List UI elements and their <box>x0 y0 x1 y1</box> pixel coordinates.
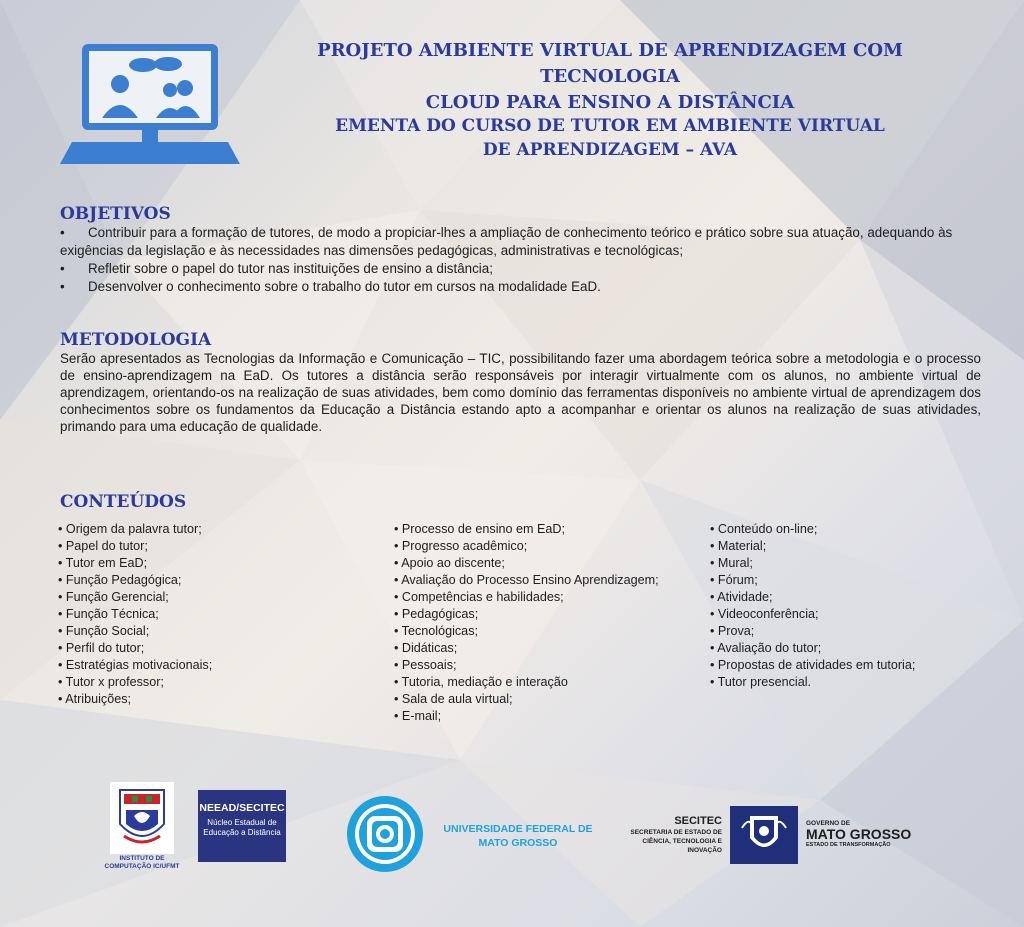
list-item: • Estratégias motivacionais; <box>58 658 213 672</box>
ufmt-name: UNIVERSIDADE FEDERAL DE MATO GROSSO <box>443 823 593 849</box>
objetivo-item: • Contribuir para a formação de tutores, de modo a propiciar-lhes a ampliação de conhecimento teórico e prático sobre sua atuação, adequando às exigências da legislação e às necessidades nas dimensões pedagógicas, administrativas e tecnológicas; <box>60 225 953 258</box>
ic-caption: INSTITUTO DE COMPUTAÇÃO IC/UFMT <box>104 855 180 870</box>
list-item: • Tecnológicas; <box>394 624 478 638</box>
list-item: • Fórum; <box>710 573 758 587</box>
list-item: • Didáticas; <box>394 641 458 655</box>
monitor-chat-icon <box>58 40 242 168</box>
list-item: • Tutor x professor; <box>58 675 164 689</box>
objetivos-heading: OBJETIVOS <box>60 204 171 224</box>
list-item: • Atividade; <box>710 590 773 604</box>
subtitle-line2: DE APRENDIZAGEM – AVA <box>482 140 738 160</box>
list-item: • Sala de aula virtual; <box>394 692 513 706</box>
list-item: • Apoio ao discente; <box>394 556 505 570</box>
list-item: • Avaliação do tutor; <box>710 641 822 655</box>
metodologia-heading: METODOLOGIA <box>60 330 212 350</box>
list-item: • Pedagógicas; <box>394 607 479 621</box>
list-item: • Perfil do tutor; <box>58 641 145 655</box>
conteudos-column-2 <box>394 521 659 725</box>
list-item: • Tutoria, mediação e interação <box>394 675 568 689</box>
secitec-logo <box>612 815 722 855</box>
list-item: • Videoconferência; <box>710 607 819 621</box>
list-item: • E-mail; <box>394 709 442 723</box>
mato-grosso-crest-icon <box>730 806 798 864</box>
list-item: • Prova; <box>710 624 755 638</box>
list-item: • Função Social; <box>58 624 150 638</box>
ufmt-logo <box>346 795 424 873</box>
list-item: • Avaliação do Processo Ensino Aprendizagem; <box>394 573 659 587</box>
conteudos-column-1 <box>58 521 212 708</box>
list-item: • Função Técnica; <box>58 607 159 621</box>
list-item: • Propostas de atividades em tutoria; <box>710 658 916 672</box>
mt-name: MATO GROSSO <box>806 826 912 842</box>
metodologia-text: Serão apresentados as Tecnologias da Informação e Comunicação – TIC, possibilitando fazer uma abordagem teórica sobre a metodologia e o processo de ensino-aprendizagem na EaD. Os tutores a distância serão responsáveis por interagir virtualmente com os alunos, no ambiente virtual de aprendizagem, orientando-os na realização de suas atividades, bem como domínio das ferramentas disponíveis no ambiente virtual de aprendizagem dos conhecimentos sobre os fundamentos da Educação a Distância estando apto a acompanhar e orientar os alunos na realização de suas atividades, primando para uma educação de qualidade. <box>60 351 981 434</box>
secitec-title: SECITEC <box>674 815 722 827</box>
objetivos-list <box>60 224 970 296</box>
list-item: • Origem da palavra tutor; <box>58 522 202 536</box>
list-item: • Conteúdo on-line; <box>710 522 818 536</box>
neead-logo <box>198 790 286 862</box>
main-title <box>250 38 970 116</box>
subtitle-line1: EMENTA DO CURSO DE TUTOR EM AMBIENTE VIRTUAL <box>335 116 885 136</box>
list-item: • Tutor presencial. <box>710 675 812 689</box>
objetivo-item: • Desenvolver o conhecimento sobre o trabalho do tutor em cursos na modalidade EaD. <box>60 279 601 294</box>
governo-mt-logo <box>806 820 936 848</box>
mt-gov-label: GOVERNO DE <box>806 820 851 827</box>
list-item: • Competências e habilidades; <box>394 590 564 604</box>
neead-subtitle: Núcleo Estadual de Educação a Distância <box>203 818 281 837</box>
list-item: • Progresso acadêmico; <box>394 539 528 553</box>
objetivo-item: • Refletir sobre o papel do tutor nas instituições de ensino a distância; <box>60 261 493 276</box>
main-title-line1: PROJETO AMBIENTE VIRTUAL DE APRENDIZAGEM COM TECNOLOGIA <box>317 40 903 87</box>
conteudos-column-3 <box>710 521 915 691</box>
list-item: • Papel do tutor; <box>58 539 148 553</box>
list-item: • Material; <box>710 539 767 553</box>
list-item: • Função Pedagógica; <box>58 573 182 587</box>
list-item: • Função Gerencial; <box>58 590 169 604</box>
list-item: • Mural; <box>710 556 753 570</box>
list-item: • Processo de ensino em EaD; <box>394 522 566 536</box>
secitec-subtitle: SECRETARIA DE ESTADO DE CIÊNCIA, TECNOLOGIA E INOVAÇÃO <box>630 829 722 854</box>
list-item: • Atribuições; <box>58 692 132 706</box>
list-item: • Tutor em EaD; <box>58 556 148 570</box>
conteudos-heading: CONTEÚDOS <box>60 492 187 512</box>
neead-title: NEEAD/SECITEC <box>199 802 285 814</box>
main-title-line2: CLOUD PARA ENSINO A DISTÂNCIA <box>425 92 795 113</box>
list-item: • Pessoais; <box>394 658 457 672</box>
mt-subtitle: ESTADO DE TRANSFORMAÇÃO <box>806 842 891 848</box>
subtitle <box>250 114 970 162</box>
